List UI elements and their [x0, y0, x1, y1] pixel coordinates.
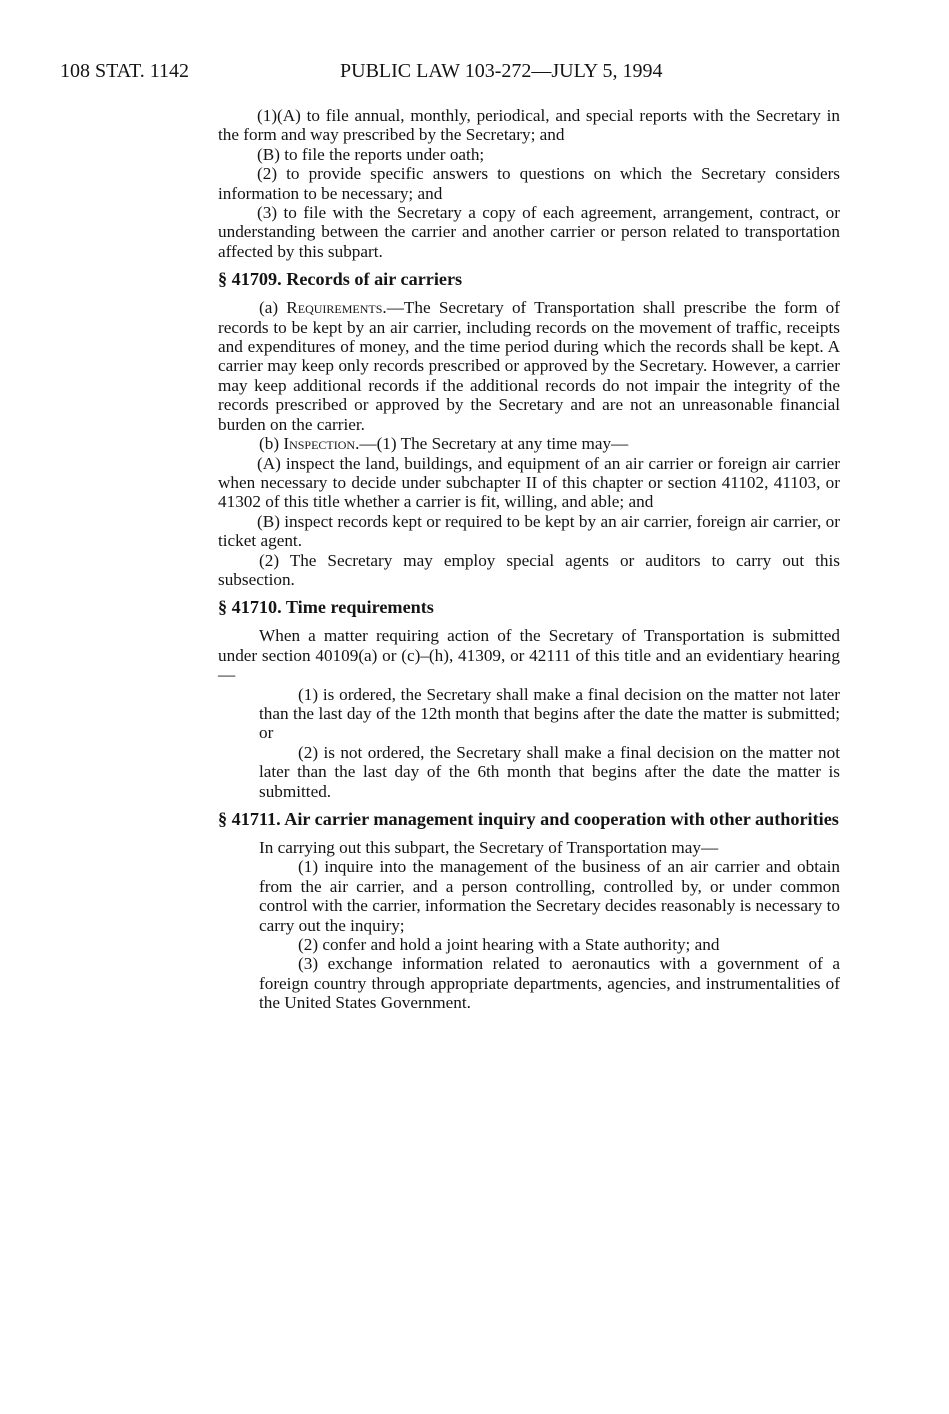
carryover-paragraph-1: (1)(A) to file annual, monthly, periodical, and special reports with the Secretary in the form and way prescribed by the Secretary; and	[218, 106, 840, 145]
subsection-b-paragraph-2: (2) The Secretary may employ special agents or auditors to carry out this subsection.	[218, 550, 840, 589]
law-title: PUBLIC LAW 103-272—JULY 5, 1994	[340, 60, 663, 82]
carryover-paragraph-4: (3) to file with the Secretary a copy of each agreement, arrangement, contract, or understanding between the carrier and another carrier or person related to transportation affected by this subpart.	[218, 203, 840, 261]
carryover-paragraph-2: (B) to file the reports under oath;	[257, 144, 485, 164]
carryover-paragraph-3: (2) to provide specific answers to questions on which the Secretary considers information to be necessary; and	[218, 164, 840, 203]
section-41710-paragraph-1: (1) is ordered, the Secretary shall make a final decision on the matter not later than the last day of the 12th month that begins after the date the matter is submitted; or	[259, 684, 840, 743]
subsection-a-label: (a)	[259, 298, 287, 318]
section-heading-41710: § 41710. Time requirements	[218, 597, 434, 618]
section-41710-intro: When a matter requiring action of the Secretary of Transportation is submitted under section 40109(a) or (c)–(h), 41309, or 42111 of this title and an evidentiary hearing—	[218, 626, 840, 685]
subsection-b-clause-A: (A) inspect the land, buildings, and equipment of an air carrier or foreign air carrier when necessary to decide under subchapter II of this chapter or section 41102, 41103, or 41302 of this title whether a carrier is fit, willing, and able; and	[218, 453, 840, 512]
section-41711-paragraph-1: (1) inquire into the management of the business of an air carrier and obtain from the air carrier, and a person controlling, controlled by, or under common control with the carrier, information the Secretary decides reasonably is necessary to carry out the inquiry;	[259, 857, 840, 935]
stat-citation: 108 STAT. 1142	[60, 60, 189, 82]
section-heading-41711: § 41711. Air carrier management inquiry and cooperation with other authorities	[218, 809, 839, 829]
section-41711-paragraph-3: (3) exchange information related to aeronautics with a government of a foreign country through appropriate departments, agencies, and instrumentalities of the United States Government.	[259, 954, 840, 1013]
subsection-a	[218, 298, 840, 434]
subsection-b-label: (b)	[259, 434, 284, 454]
running-head	[60, 56, 880, 86]
subsection-a-text: —The Secretary of Transportation shall prescribe the form of records to be kept by an air carrier, including records on the movement of traffic, receipts and expenditures of money, and the time period during which the records shall be kept. A carrier may keep only records prescribed or approved by the Secretary. However, a carrier may keep additional records if the additional records do not impair the integrity of the records prescribed or approved by the Secretary and are not an unreasonable financial burden on the carrier.	[218, 298, 841, 434]
subsection-b-text: —(1) The Secretary at any time may—	[359, 434, 629, 454]
subsection-b-caption: Inspection.	[283, 434, 360, 454]
subsection-b-clause-B: (B) inspect records kept or required to be kept by an air carrier, foreign air carrier, or ticket agent.	[218, 511, 840, 551]
page-body	[218, 106, 840, 1013]
section-41711-paragraph-2: (2) confer and hold a joint hearing with a State authority; and	[298, 935, 720, 955]
subsection-b	[218, 434, 840, 453]
section-41710-paragraph-2: (2) is not ordered, the Secretary shall make a final decision on the matter not later than the last day of the 6th month that begins after the date the matter is submitted.	[259, 742, 840, 801]
section-41711-intro: In carrying out this subpart, the Secretary of Transportation may—	[259, 838, 719, 857]
subsection-a-caption: Requirements.	[286, 298, 387, 318]
section-heading-41709: § 41709. Records of air carriers	[218, 269, 463, 290]
